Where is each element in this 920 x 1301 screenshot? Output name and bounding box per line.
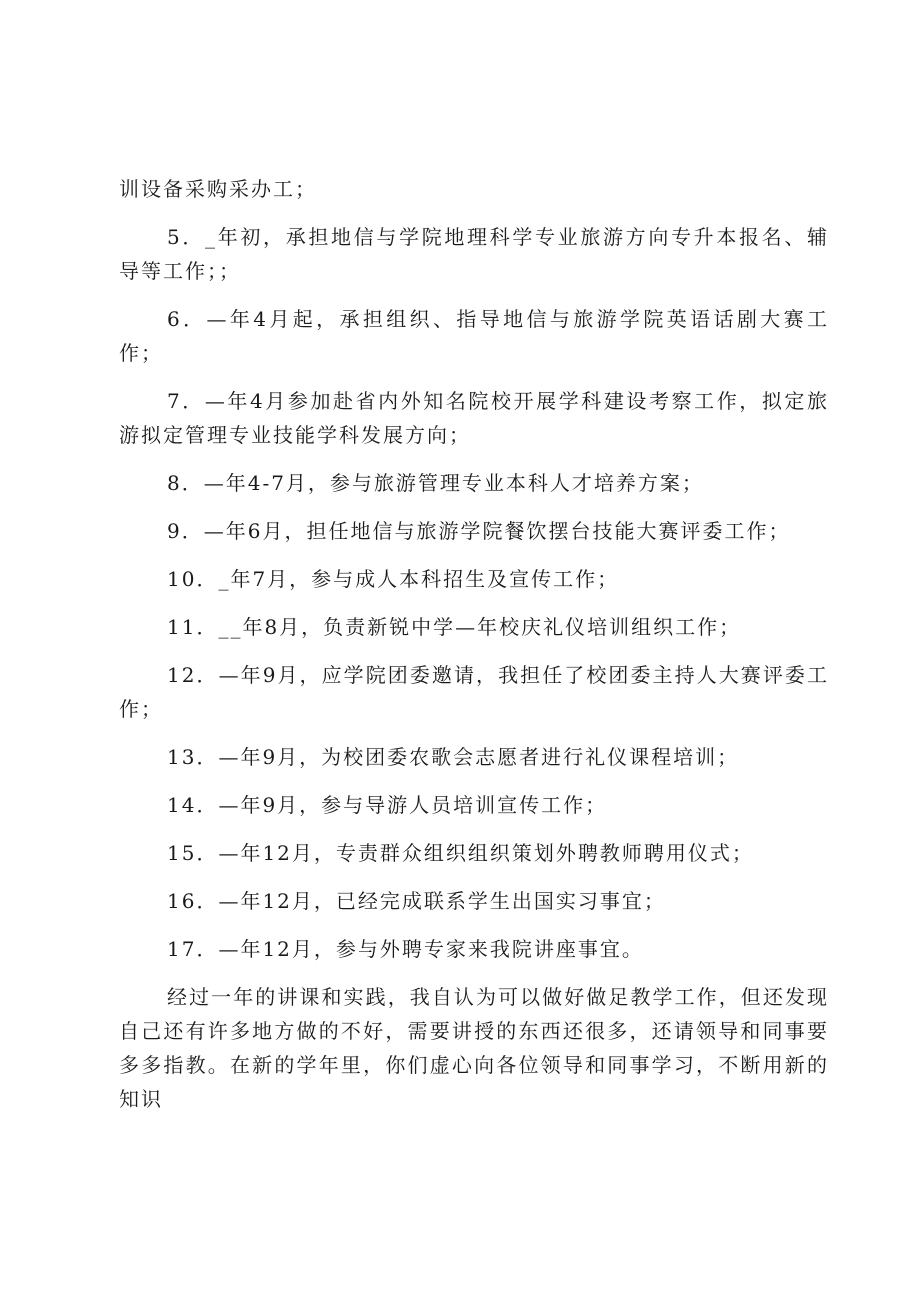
list-item-8: 8．—年4-7月，参与旅游管理专业本科人才培养方案； <box>167 471 704 495</box>
list-item-15: 15．—年12月，专责群众组织组织策划外聘教师聘用仪式； <box>167 841 754 865</box>
list-item-10: 10．_年7月，参与成人本科招生及宣传工作； <box>167 567 620 591</box>
list-item-12: 12．—年9月，应学院团委邀请，我担任了校团委主持人大赛评委工作； <box>119 663 829 721</box>
list-item-17: 17．—年12月，参与外聘专家来我院讲座事宜。 <box>167 937 644 961</box>
list-item-9: 9．—年6月，担任地信与旅游学院餐饮摆台技能大赛评委工作； <box>167 519 791 543</box>
paragraph-continuation: 训设备采购采办工； <box>119 177 317 201</box>
document-body <box>119 172 829 1130</box>
list-item-14: 14．—年9月，参与导游人员培训宣传工作； <box>167 793 608 817</box>
list-item-6: 6．—年4月起，承担组织、指导地信与旅游学院英语话剧大赛工作； <box>119 307 829 365</box>
list-item-5: 5．_年初，承担地信与学院地理科学专业旅游方向专升本报名、辅导等工作；； <box>119 225 829 283</box>
list-item-11: 11．__年8月，负责新锐中学—年校庆礼仪培训组织工作； <box>167 615 742 639</box>
list-item-7: 7．—年4月参加赴省内外知名院校开展学科建设考察工作，拟定旅游拟定管理专业技能学科发展方向； <box>119 389 829 447</box>
list-item-13: 13．—年9月，为校团委农歌会志愿者进行礼仪课程培训； <box>167 745 740 769</box>
list-item-16: 16．—年12月，已经完成联系学生出国实习事宜； <box>167 889 666 913</box>
summary-paragraph: 经过一年的讲课和实践，我自认为可以做好做足教学工作，但还发现自己还有许多地方做的不好，需要讲授的东西还很多，还请领导和同事要多多指教。在新的学年里，你们虚心向各位领导和同事学习，不断用新的知识 <box>119 985 829 1111</box>
